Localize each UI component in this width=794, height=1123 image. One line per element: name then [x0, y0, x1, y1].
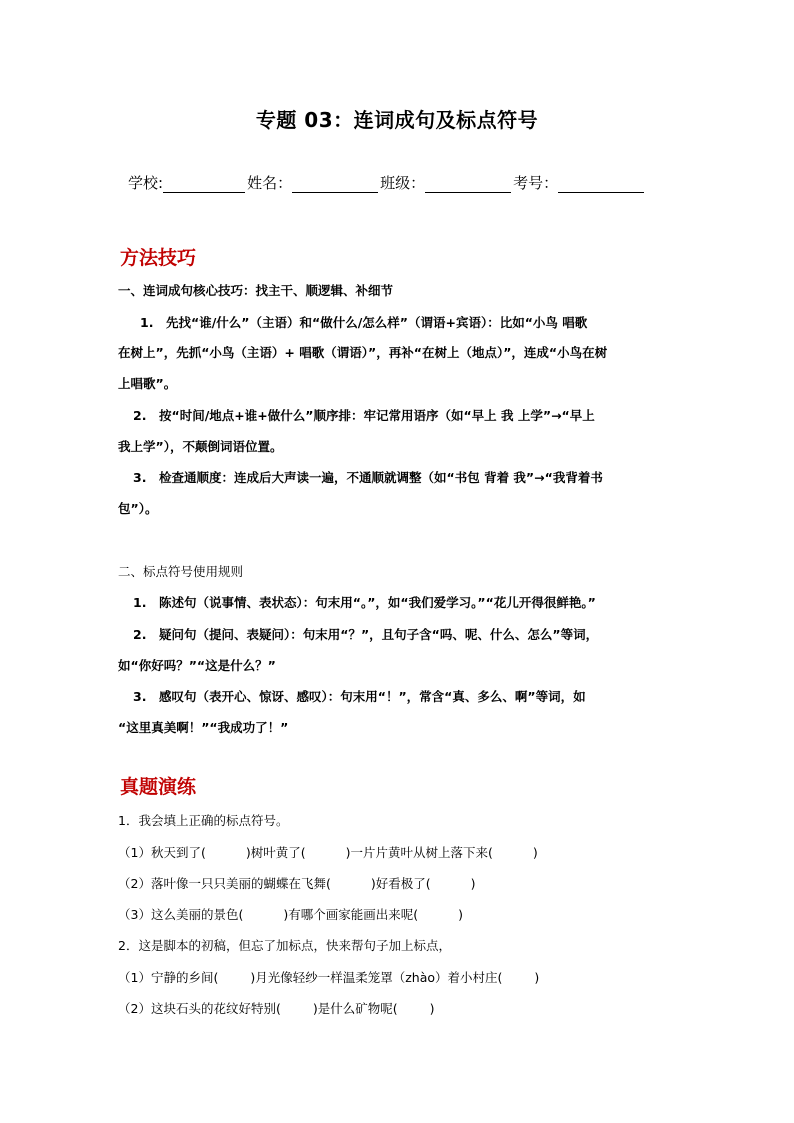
- tip-2-line-1: [133, 406, 595, 424]
- q2-2-text-c: ): [429, 1001, 435, 1016]
- tip-1-number: 1.: [140, 315, 154, 330]
- tip-3-line-1: [133, 468, 603, 486]
- class-label: 班级：: [380, 174, 426, 192]
- tip-3-number: 3.: [133, 470, 147, 485]
- rule-2-text: 疑问句（提问、表疑问）：句末用“？”，且句子含“吗、呢、什么、怎么”等词，: [159, 627, 599, 642]
- rule-1-line-1: [133, 593, 596, 611]
- tip-3-text: 检查通顺度：连成后大声读一遍，不通顺就调整（如“书包 背着 我”→“我背着书: [159, 470, 603, 485]
- q2-2-text-b: )是什么矿物呢(: [312, 1001, 398, 1016]
- q1-2-text-b: )好看极了(: [370, 876, 431, 891]
- q1-3-text-a: （3）这么美丽的景色(: [118, 907, 244, 922]
- name-blank[interactable]: [292, 176, 378, 193]
- question-2: 2．这是脚本的初稿，但忘了加标点，快来帮句子加上标点，: [118, 938, 451, 953]
- q2-1-text-c: ): [534, 970, 540, 985]
- question-1: 1．我会填上正确的标点符号。: [118, 813, 289, 828]
- exam-no-label: 考号：: [513, 174, 559, 192]
- tip-1-line-3: 上唱歌”。: [118, 376, 177, 391]
- tip-2-line-2: 我上学”），不颠倒词语位置。: [118, 439, 283, 454]
- class-blank[interactable]: [425, 176, 511, 193]
- rule-2-line-2: 如“你好吗？”“这是什么？”: [118, 658, 276, 673]
- rule-2-line-1: [133, 625, 598, 643]
- rule-1-number: 1.: [133, 595, 147, 610]
- rule-3-number: 3.: [133, 689, 147, 704]
- q2-2-text-a: （2）这块石头的花纹好特别(: [118, 1001, 281, 1016]
- q1-1-text-d: ): [532, 845, 538, 860]
- tip-3-line-2: 包”）。: [118, 501, 158, 516]
- question-2-1: [118, 968, 539, 986]
- q1-3-text-b: )有哪个画家能画出来呢(: [283, 907, 419, 922]
- rule-3-text: 感叹句（表开心、惊讶、感叹）：句末用“！”，常含“真、多么、啊”等词，如: [159, 689, 586, 704]
- q1-1-text-a: （1）秋天到了(: [118, 845, 206, 860]
- tip-2-number: 2.: [133, 408, 147, 423]
- name-label: 姓名：: [247, 174, 293, 192]
- tip-1-text: 先找“谁/什么”（主语）和“做什么/怎么样”（谓语+宾语）：比如“小鸟 唱歌: [166, 315, 588, 330]
- subheading-punctuation-rules: 二、标点符号使用规则: [118, 564, 244, 579]
- student-info-row: [128, 172, 646, 193]
- school-blank[interactable]: [163, 176, 245, 193]
- page-title: 专题 03：连词成句及标点符号: [255, 108, 539, 132]
- rule-1-text: 陈述句（说事情、表状态）：句末用“。”，如“我们爱学习。”“花儿开得很鲜艳。”: [159, 595, 596, 610]
- tip-1-line-1: [140, 313, 587, 331]
- section-heading-practice: 真题演练: [120, 776, 197, 798]
- exam-no-blank[interactable]: [558, 176, 644, 193]
- rule-2-number: 2.: [133, 627, 147, 642]
- q1-2-text-c: ): [470, 876, 476, 891]
- rule-3-line-2: “这里真美啊！”“我成功了！”: [118, 720, 289, 735]
- school-label: 学校:: [128, 174, 164, 192]
- question-1-1: [118, 843, 538, 861]
- q2-1-text-a: （1）宁静的乡间(: [118, 970, 219, 985]
- tip-2-text: 按“时间/地点+谁+做什么”顺序排：牢记常用语序（如“早上 我 上学”→“早上: [159, 408, 595, 423]
- subheading-sentence-tips: 一、连词成句核心技巧：找主干、顺逻辑、补细节: [118, 283, 394, 298]
- q2-1-text-b: )月光像轻纱一样温柔笼罩（zhào）着小村庄(: [250, 970, 503, 985]
- q1-3-text-c: ): [458, 907, 463, 922]
- tip-1-line-2: 在树上”，先抓“小鸟（主语）+ 唱歌（谓语）”，再补“在树上（地点）”，连成“小鸟在树: [118, 345, 608, 360]
- q1-1-text-c: )一片片黄叶从树上落下来(: [345, 845, 493, 860]
- q1-2-text-a: （2）落叶像一只只美丽的蝴蝶在飞舞(: [118, 876, 331, 891]
- section-heading-methods: 方法技巧: [120, 247, 197, 269]
- question-1-3: [118, 905, 463, 923]
- question-2-2: [118, 999, 435, 1017]
- rule-3-line-1: [133, 687, 586, 705]
- question-1-2: [118, 874, 476, 892]
- q1-1-text-b: )树叶黄了(: [245, 845, 306, 860]
